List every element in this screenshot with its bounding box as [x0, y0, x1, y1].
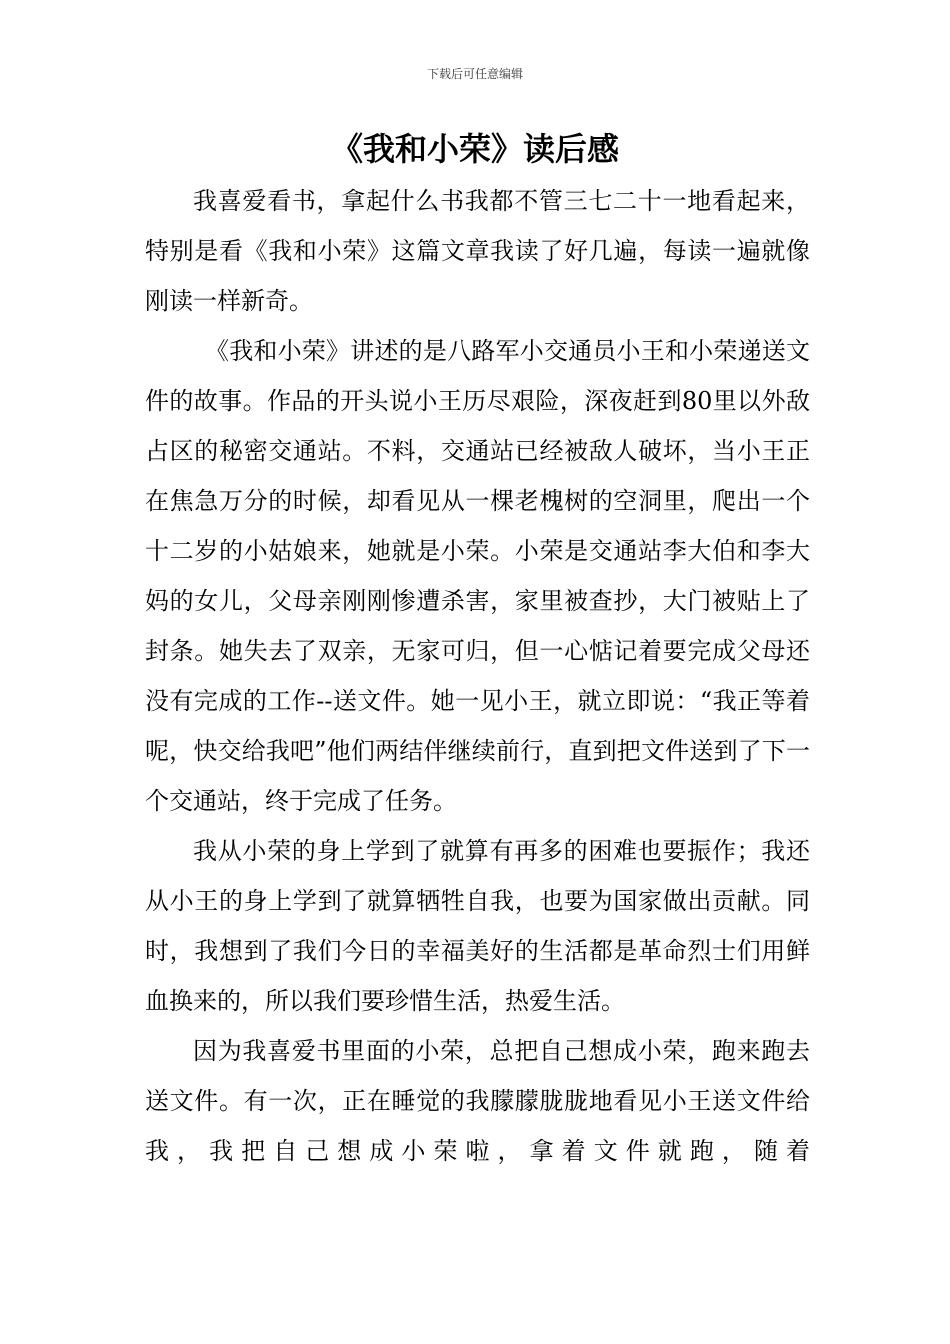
page-header-note: 下载后可任意编辑	[426, 67, 523, 81]
paragraph-summary: 《我和小荣》讲述的是八路军小交通员小王和小荣递送文件的故事。作品的开头说小王历尽艰险，深夜赶到80里以外敌占区的秘密交通站。不料，交通站已经被敌人破坏，当小王正在焦急万分的时候，却看见从一棵老槐树的空洞里，爬出一个十二岁的小姑娘来，她就是小荣。小荣是交通站李大伯和李大妈的女儿，父母亲刚刚惨遭杀害，家里被查抄，大门被贴上了封条。她失去了双亲，无家可归，但一心惦记着要完成父母还没有完成的工作--送文件。她一见小王，就立即说：“我正等着呢，快交给我吧”他们两结伴继续前行，直到把文件送到了下一个交通站，终于完成了任务。	[145, 337, 810, 815]
paragraph-intro: 我喜爱看书，拿起什么书我都不管三七二十一地看起来，特别是看《我和小荣》这篇文章我读了好几遍，每读一遍就像刚读一样新奇。	[145, 187, 810, 315]
document-title: 《我和小荣》读后感	[330, 130, 619, 168]
document-body	[145, 176, 810, 1176]
paragraph-story: 因为我喜爱书里面的小荣，总把自己想成小荣，跑来跑去送文件。有一次，正在睡觉的我朦朦胧胧地看见小王送文件给我，我把自己想成小荣啦，拿着文件就跑，随着	[145, 1037, 810, 1165]
paragraph-reflection: 我从小荣的身上学到了就算有再多的困难也要振作；我还从小王的身上学到了就算牺牲自我，也要为国家做出贡献。同时，我想到了我们今日的幸福美好的生活都是革命烈士们用鲜血换来的，所以我们要珍惜生活，热爱生活。	[145, 837, 810, 1015]
